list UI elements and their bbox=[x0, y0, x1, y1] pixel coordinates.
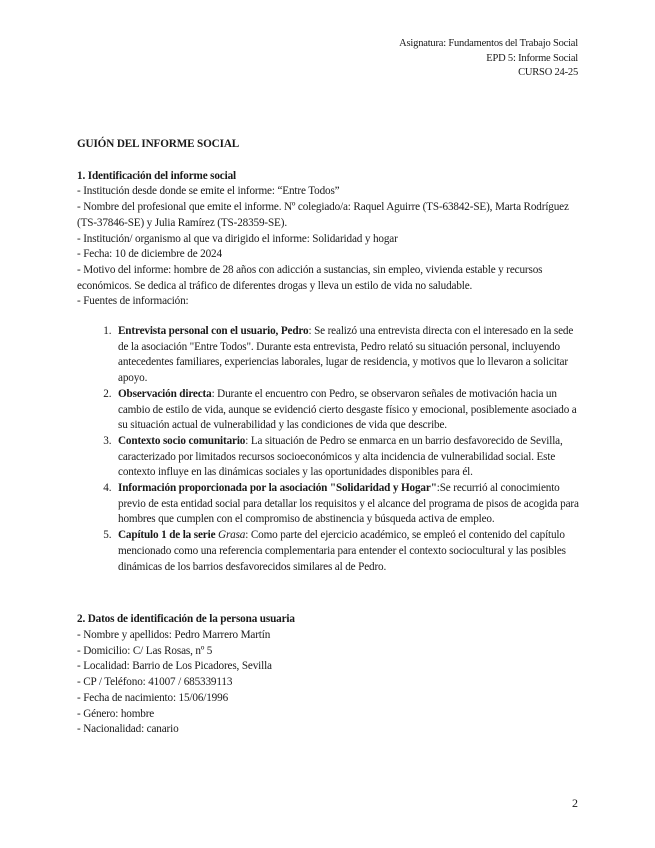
source-title: Capítulo 1 de la serie bbox=[118, 529, 219, 542]
page-number: 2 bbox=[572, 796, 578, 810]
user-data-gender: - Género: hombre bbox=[77, 707, 155, 720]
sources-list bbox=[77, 324, 579, 575]
source-text: : La situación de Pedro se enmarca en un barrio desfavorecido de Sevilla, caracterizado por limitados recursos socioeconómicos y alta incidencia de vulnerabilidad social. Este contexto influye en las dinámicas sociales y las oportunidades disponibles para él. bbox=[118, 434, 563, 479]
user-data-locality: - Localidad: Barrio de Los Picadores, Sevilla bbox=[77, 660, 272, 673]
source-text: : Se realizó una entrevista directa con el interesado en la sede de la asociación "Entre Todos". Durante esta entrevista, Pedro relató su situación personal, incluyendo antecedentes familiares, experiencias laborales, lugar de residencia, y motivos que lo llevaron a solicitar apoyo. bbox=[118, 325, 574, 385]
info-line-date: - Fecha: 10 de diciembre de 2024 bbox=[77, 248, 222, 261]
source-item bbox=[114, 324, 579, 387]
source-title: Entrevista personal con el usuario, Pedro bbox=[118, 325, 309, 338]
section-2-heading: 2. Datos de identificación de la persona usuaria bbox=[77, 613, 295, 626]
source-text: : Durante el encuentro con Pedro, se observaron señales de motivación hacia un cambio de estilo de vida, aunque se evidenció cierto desgaste físico y emocional, posiblemente asociado a su situación actual de vulnerabilidad y las condiciones de vida que describe. bbox=[118, 387, 577, 432]
header-subject: Asignatura: Fundamentos del Trabajo Social bbox=[399, 38, 578, 49]
section-1-heading: 1. Identificación del informe social bbox=[77, 169, 236, 182]
source-title: Contexto socio comunitario bbox=[118, 434, 246, 447]
user-data-birthdate: - Fecha de nacimiento: 15/06/1996 bbox=[77, 691, 229, 704]
info-line-institution: - Institución desde donde se emite el informe: “Entre Todos” bbox=[77, 185, 340, 198]
user-data-nationality: - Nacionalidad: canario bbox=[77, 723, 179, 736]
user-data-postal-phone: - CP / Teléfono: 41007 / 685339113 bbox=[77, 676, 233, 689]
user-data-name: - Nombre y apellidos: Pedro Marrero Martín bbox=[77, 628, 271, 641]
source-item bbox=[114, 387, 579, 434]
source-text: : Como parte del ejercicio académico, se empleó el contenido del capítulo mencionado como una referencia complementaria para entender el contexto sociocultural y las posibles dinámicas de los barrios desfavorecidos similares al de Pedro. bbox=[118, 529, 566, 573]
source-series-name: Grasa bbox=[218, 529, 246, 542]
source-item bbox=[114, 481, 579, 528]
info-line-recipient: - Institución/ organismo al que va dirigido el informe: Solidaridad y hogar bbox=[77, 232, 398, 245]
section-user-data bbox=[77, 612, 579, 738]
header-course: CURSO 24-25 bbox=[518, 67, 578, 78]
info-line-reason: - Motivo del informe: hombre de 28 años con adicción a sustancias, sin empleo, vivienda estable y recursos económicos. Se dedica al tráfico de diferentes drogas y lleva un estilo de vida no saludable. bbox=[77, 263, 543, 292]
section-identification bbox=[77, 169, 579, 576]
info-line-sources: - Fuentes de información: bbox=[77, 295, 189, 308]
info-line-professional: - Nombre del profesional que emite el informe. Nº colegiado/a: Raquel Aguirre (TS-63842-SE), Marta Rodríguez (TS-37846-SE) y Julia Ramírez (TS-28359-SE). bbox=[77, 201, 569, 229]
page-header bbox=[399, 37, 578, 81]
source-title: Información proporcionada por la asociación "Solidaridad y Hogar" bbox=[118, 482, 437, 495]
source-item bbox=[114, 528, 579, 575]
source-text: :Se recurrió al conocimiento previo de esta entidad social para detallar los requisitos y el alcance del programa de pisos de acogida para hombres que cumplen con el compromiso de abstinencia y búsqueda activa de empleo. bbox=[118, 482, 579, 526]
document-body bbox=[77, 137, 579, 738]
source-item bbox=[114, 434, 579, 481]
document-title: GUIÓN DEL INFORME SOCIAL bbox=[77, 138, 240, 150]
source-title: Observación directa bbox=[118, 387, 212, 400]
header-epd: EPD 5: Informe Social bbox=[486, 52, 578, 64]
user-data-address: - Domicilio: C/ Las Rosas, nº 5 bbox=[77, 644, 213, 657]
